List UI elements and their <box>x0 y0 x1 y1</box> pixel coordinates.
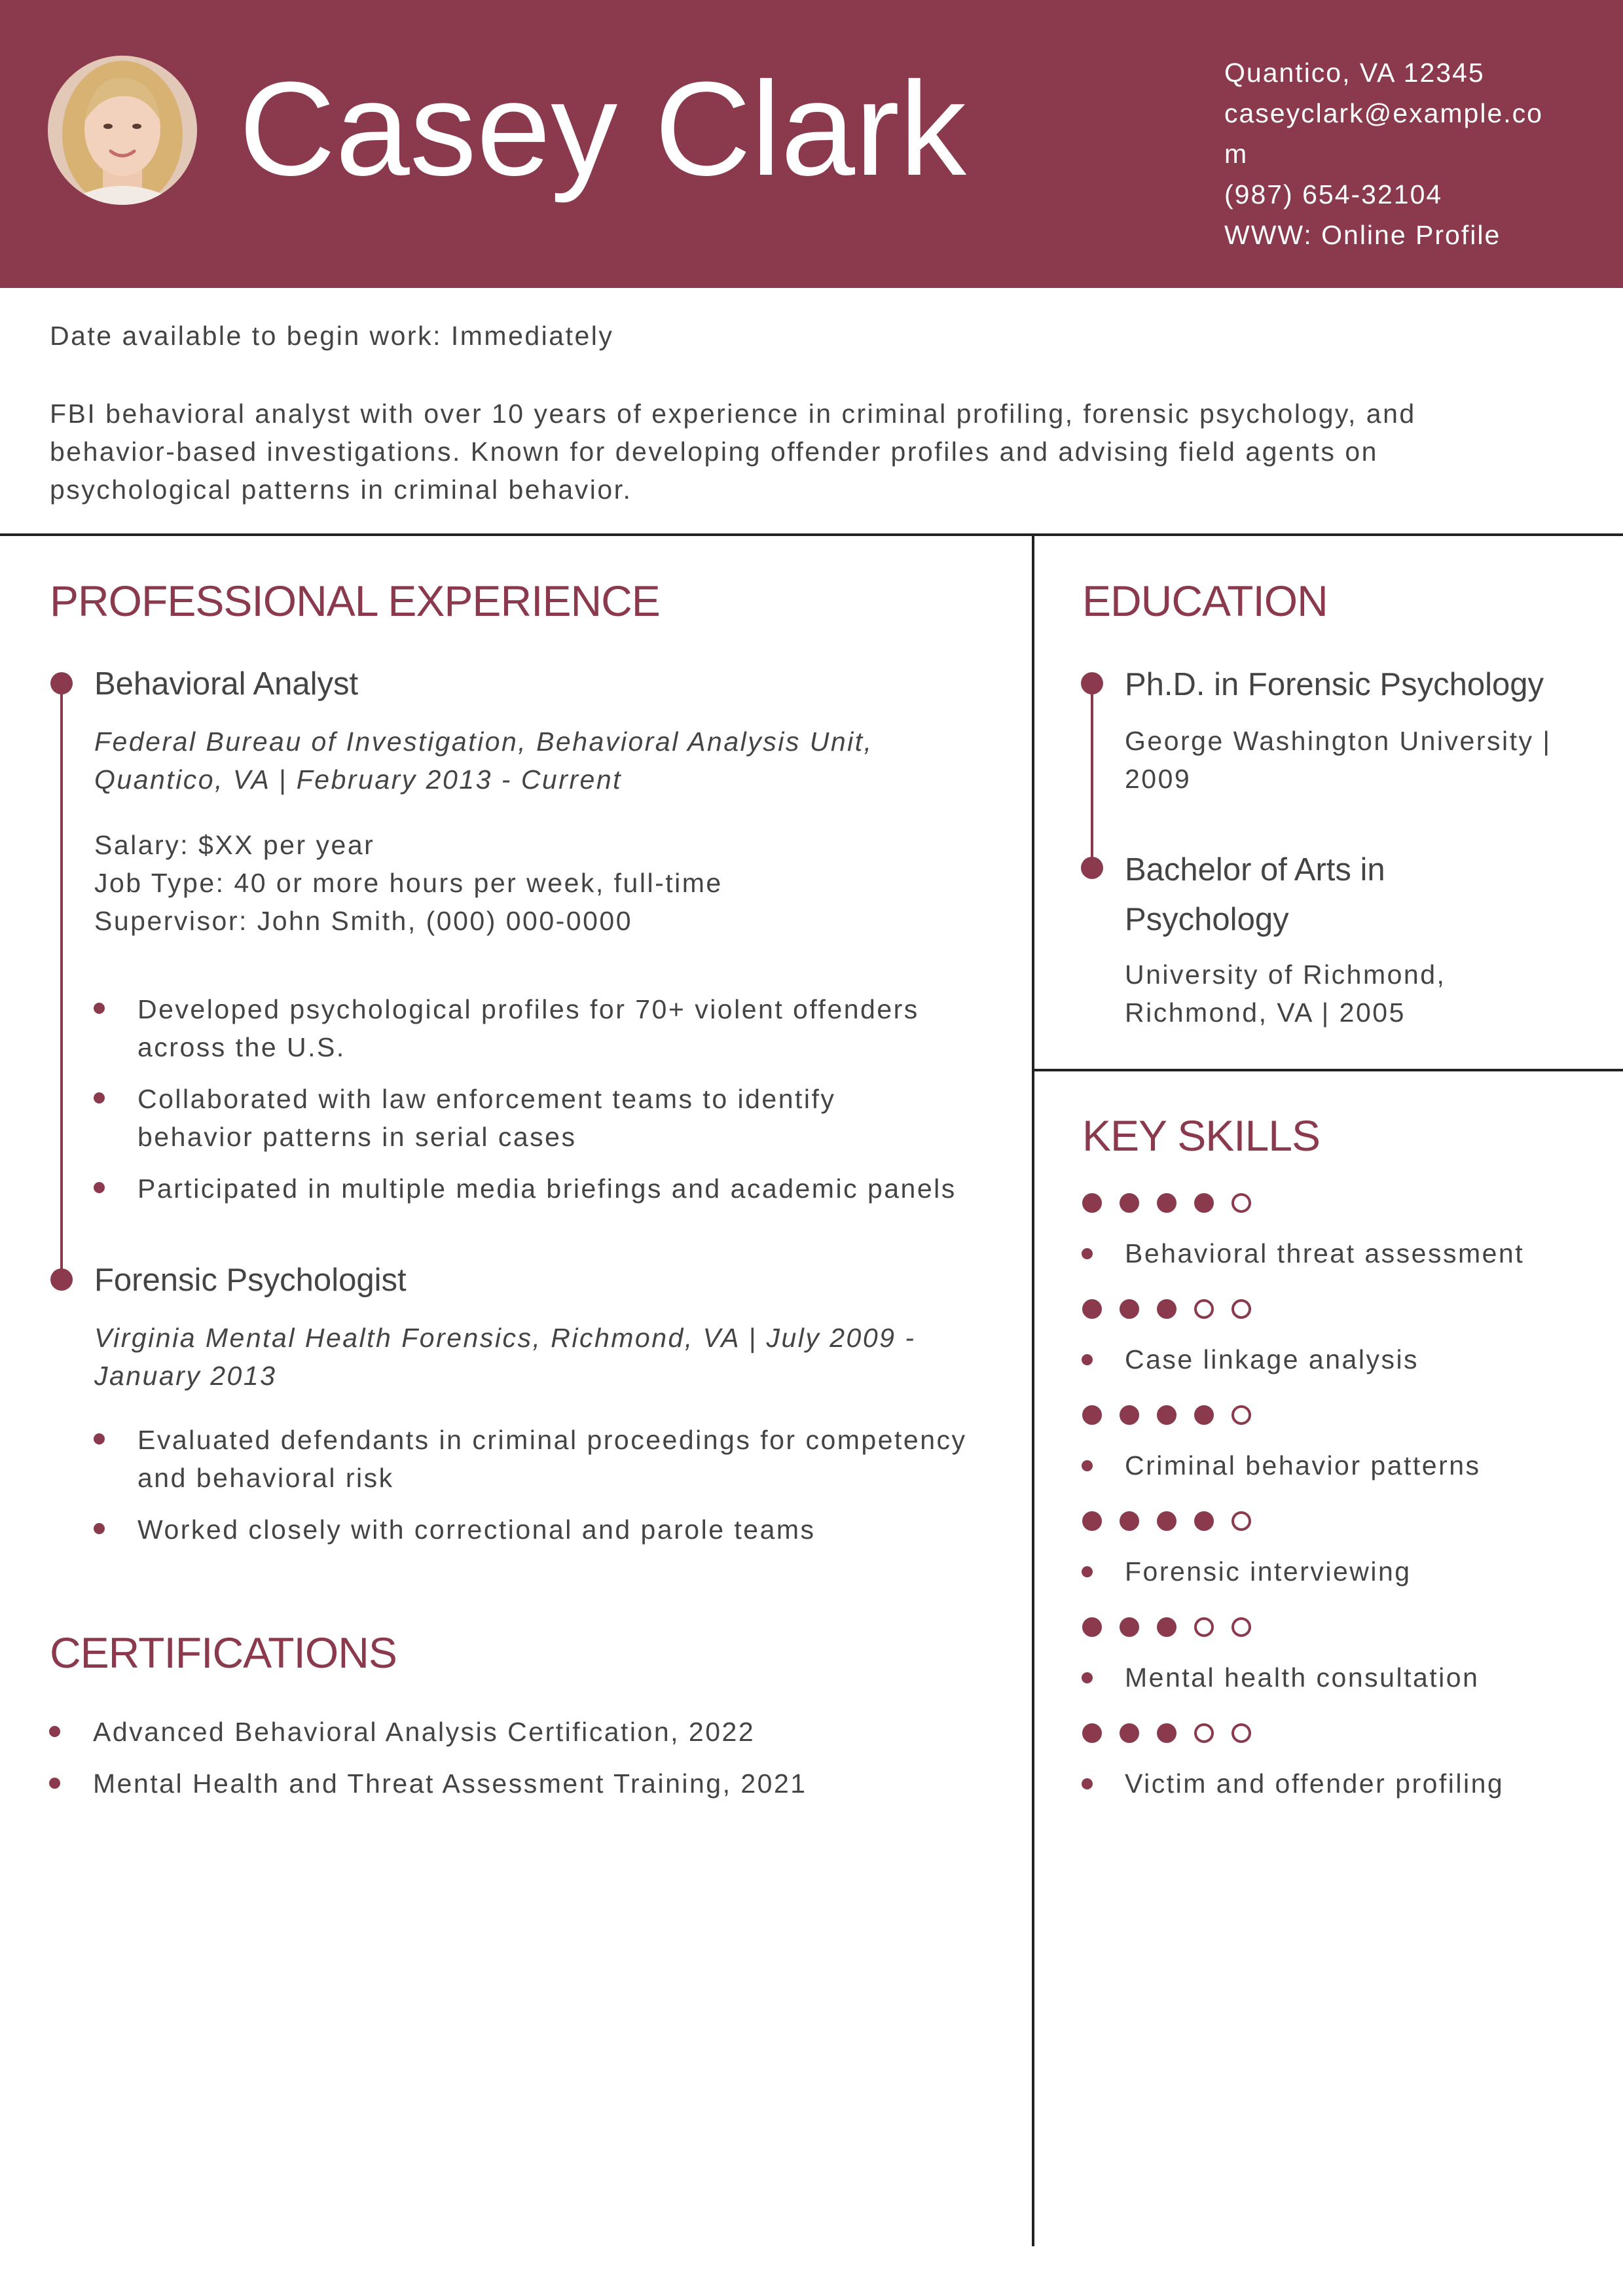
bullet-dot <box>49 1726 60 1737</box>
skill-name: Criminal behavior patterns <box>1125 1450 1481 1480</box>
job-bullet: Worked closely with correctional and parole teams <box>137 1515 816 1545</box>
skill-name: Forensic interviewing <box>1125 1556 1412 1587</box>
rating-dot-filled <box>1082 1617 1102 1637</box>
rating-dot-filled <box>1082 1299 1102 1319</box>
bullet-dot <box>49 1778 60 1789</box>
skill-rating <box>1082 1405 1251 1425</box>
timeline-dot <box>50 672 73 694</box>
rating-dot-empty <box>1194 1299 1214 1319</box>
rating-dot-filled <box>1082 1405 1102 1425</box>
rating-dot-empty <box>1231 1299 1251 1319</box>
skill-name: Mental health consultation <box>1125 1662 1480 1693</box>
rating-dot-empty <box>1194 1723 1214 1743</box>
contact-website[interactable]: WWW: Online Profile <box>1224 220 1501 250</box>
job-bullet: Collaborated with law enforcement teams to identify behavior patterns in serial cases <box>137 1084 836 1152</box>
job-bullet: Developed psychological profiles for 70+ violent offenders across the U.S. <box>137 994 919 1062</box>
rating-dot-empty <box>1231 1193 1251 1213</box>
job-bullet: Participated in multiple media briefings and academic panels <box>137 1174 957 1204</box>
job-type: Job Type: 40 or more hours per week, full-time <box>94 868 723 898</box>
education-heading: EDUCATION <box>1082 577 1328 625</box>
rating-dot-filled <box>1157 1299 1176 1319</box>
skill-rating <box>1082 1723 1251 1743</box>
rating-dot-filled <box>1157 1723 1176 1743</box>
experience-heading: PROFESSIONAL EXPERIENCE <box>50 577 660 625</box>
bullet-dot <box>1082 1566 1093 1577</box>
rating-dot-filled <box>1120 1299 1139 1319</box>
education-skills-divider <box>1032 1069 1623 1071</box>
rating-dot-filled <box>1194 1193 1214 1213</box>
bullet-dot <box>1082 1778 1093 1789</box>
certification-item: Advanced Behavioral Analysis Certification, 2022 <box>93 1717 756 1747</box>
education-timeline-line <box>1091 683 1093 868</box>
skill-rating <box>1082 1193 1251 1213</box>
contact-location: Quantico, VA 12345 <box>1224 58 1485 88</box>
bullet-dot <box>94 1523 105 1534</box>
rating-dot-filled <box>1120 1193 1139 1213</box>
avatar <box>48 56 197 205</box>
certification-item: Mental Health and Threat Assessment Training, 2021 <box>93 1768 807 1799</box>
skill-name: Case linkage analysis <box>1125 1344 1419 1374</box>
skill-name: Behavioral threat assessment <box>1125 1238 1525 1268</box>
rating-dot-filled <box>1157 1511 1176 1531</box>
timeline-dot <box>50 1268 73 1291</box>
job-supervisor: Supervisor: John Smith, (000) 000-0000 <box>94 906 633 936</box>
job-title: Behavioral Analyst <box>94 666 359 702</box>
contact-phone: (987) 654-32104 <box>1224 179 1443 209</box>
job-employer: Virginia Mental Health Forensics, Richmond, VA | July 2009 - <box>94 1323 916 1353</box>
skills-heading: KEY SKILLS <box>1082 1111 1321 1160</box>
rating-dot-empty <box>1231 1511 1251 1531</box>
bullet-dot <box>94 1092 105 1103</box>
rating-dot-filled <box>1194 1511 1214 1531</box>
rating-dot-filled <box>1194 1405 1214 1425</box>
rating-dot-empty <box>1194 1617 1214 1637</box>
rating-dot-empty <box>1231 1405 1251 1425</box>
rating-dot-filled <box>1082 1723 1102 1743</box>
timeline-dot <box>1081 672 1103 694</box>
rating-dot-empty <box>1231 1617 1251 1637</box>
rating-dot-filled <box>1120 1405 1139 1425</box>
job-bullet: Evaluated defendants in criminal proceedings for competency and behavioral risk <box>137 1425 967 1493</box>
contact-email[interactable]: caseyclark@example.com <box>1224 98 1543 169</box>
rating-dot-filled <box>1120 1511 1139 1531</box>
top-divider <box>0 533 1623 536</box>
rating-dot-filled <box>1082 1511 1102 1531</box>
contact-block <box>1224 52 1565 255</box>
rating-dot-filled <box>1157 1405 1176 1425</box>
rating-dot-filled <box>1082 1193 1102 1213</box>
job-employer-dates: Quantico, VA | February 2013 - Current <box>94 764 623 795</box>
rating-dot-filled <box>1157 1193 1176 1213</box>
bullet-dot <box>94 1433 105 1444</box>
bullet-dot <box>1082 1248 1093 1259</box>
education-school: George Washington University | 2009 <box>1125 726 1552 794</box>
summary-text: FBI behavioral analyst with over 10 years of experience in criminal profiling, forensic psychology, and behavior-based investigations. Known for developing offender profiles and advising field agents on psychological patterns in criminal behavior. <box>50 399 1416 505</box>
bullet-dot <box>1082 1672 1093 1683</box>
availability-text: Date available to begin work: Immediately <box>50 321 614 351</box>
skill-rating <box>1082 1299 1251 1319</box>
skill-name: Victim and offender profiling <box>1125 1768 1504 1799</box>
bullet-dot <box>94 1182 105 1193</box>
skill-rating <box>1082 1511 1251 1531</box>
column-divider <box>1032 533 1034 2246</box>
rating-dot-filled <box>1157 1617 1176 1637</box>
education-school: University of Richmond, Richmond, VA | 2005 <box>1125 960 1446 1028</box>
timeline-dot <box>1081 857 1103 879</box>
education-degree: Bachelor of Arts in Psychology <box>1125 852 1385 937</box>
job-title: Forensic Psychologist <box>94 1263 407 1298</box>
rating-dot-filled <box>1120 1617 1139 1637</box>
job-employer-dates: January 2013 <box>94 1361 277 1391</box>
certifications-heading: CERTIFICATIONS <box>50 1628 397 1677</box>
job-salary: Salary: $XX per year <box>94 830 375 860</box>
bullet-dot <box>1082 1460 1093 1471</box>
education-degree: Ph.D. in Forensic Psychology <box>1125 667 1544 702</box>
bullet-dot <box>1082 1354 1093 1365</box>
experience-timeline-line <box>60 683 63 1280</box>
rating-dot-empty <box>1231 1723 1251 1743</box>
job-employer: Federal Bureau of Investigation, Behavioral Analysis Unit, <box>94 726 873 757</box>
skill-rating <box>1082 1617 1251 1637</box>
bullet-dot <box>94 1003 105 1014</box>
rating-dot-filled <box>1120 1723 1139 1743</box>
candidate-name: Casey Clark <box>239 54 966 204</box>
